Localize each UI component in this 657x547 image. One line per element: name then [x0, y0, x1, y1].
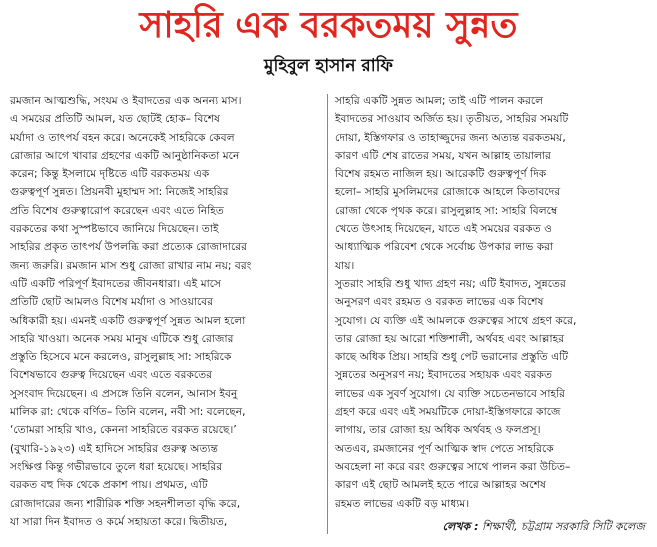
text-line: রোজার আগে খাবার গ্রহণের একটি আনুষ্ঠানিকতা মনে	[10, 148, 240, 162]
text-line: করেন; কিন্তু ইসলামে দৃষ্টিতে এটি বরকতময় এক	[10, 167, 210, 181]
text-line: ‘তোমরা সাহরি খাও, কেননা সাহরিতে বরকত রয়েছে।’	[10, 423, 237, 437]
text-line: অবহেলা না করে বরং গুরুত্বের সাথে পালন করা উচিত–	[335, 459, 571, 473]
text-line: সাহরি একটি সুন্নত আমল; তাই এটি পালন করলে	[335, 94, 544, 107]
text-line: সাহরির প্রকৃত তাৎপর্য উপলব্ধি করা প্রত্যেক রোজাদারের	[10, 240, 248, 254]
author-credit	[335, 518, 645, 536]
article-column-right	[335, 92, 645, 513]
text-line: যা সারা দিন ইবাদত ও কর্মে সহায়তা করে। দ্বিতীয়ত,	[10, 514, 228, 528]
text-line: সুযোগ। যে ব্যক্তি এই আমলকে গুরুত্বের সাথে গ্রহণ করে,	[335, 313, 577, 327]
text-line: গুরুত্বপূর্ণ সুন্নত। প্রিয়নবী মুহাম্মদ সা: নিজেই সাহরির	[10, 185, 229, 199]
text-line: (বুখারি-১৯২৩) এই হাদিসে সাহরির গুরুত্ব অত্যন্ত	[10, 441, 218, 455]
text-line: প্রতি বিশেষ গুরুত্বারোপ করেছেন এবং এতে নিহিত	[10, 203, 224, 217]
text-line: বিশেষভাবে গুরুত্ব দিয়েছেন এবং এতে বরকতের	[10, 368, 213, 382]
text-line: লাভের এক সুবর্ণ সুযোগ। যে ব্যক্তি সচেতনভাবে সাহরি	[335, 386, 566, 400]
article-column-left	[10, 92, 322, 531]
text-line: রোজা থেকে পৃথক করে। রাসুলুল্লাহ সা: সাহরি বিলম্বে	[335, 203, 558, 217]
text-line: যায়।	[335, 258, 355, 272]
text-line: সাহরি খাওয়া। অনেক সময় মানুষ এটিকে শুধু রোজার	[10, 331, 234, 345]
text-line: লাগায়, তার রোজা হয় অধিক অর্থবহ ও ফলপ্রসূ।	[335, 423, 541, 437]
article-byline: মুহিবুল হাসান রাফি	[264, 56, 393, 76]
text-line: সংক্ষিপ্ত কিন্তু গভীরভাবে তুলে ধরা হয়েছে। সাহরির	[10, 459, 223, 473]
author-affiliation: শিক্ষার্থী, চট্টগ্রাম সরকারি সিটি কলেজ	[481, 520, 645, 533]
author-label: লেখক :	[442, 520, 479, 533]
text-line: এ সময়ের প্রতিটি আমল, যত ছোটই হোক– বিশেষ	[10, 112, 220, 126]
text-line: রমজান আত্মশুদ্ধি, সংযম ও ইবাদতের এক অনন্য মাস।	[10, 94, 242, 107]
column-divider	[327, 94, 328, 534]
text-line: দোয়া, ইস্তিগফার ও তাহাজ্জুদের জন্য অত্যন্ত বরকতময়,	[335, 130, 566, 144]
text-line: কারণ এই ছোট আমলই হতে পারে আল্লাহর অশেষ	[335, 478, 546, 492]
text-line: জন্য জরুরি। রমজান মাস শুধু রোজা রাখার নাম নয়; বরং	[10, 258, 252, 272]
text-line: মর্যাদা ও তাৎপর্য বহন করে। অনেকেই সাহরিকে কেবল	[10, 130, 235, 144]
text-line: এটি একটি পরিপূর্ণ ইবাদতের জীবনধারা। এই মাসে	[10, 276, 222, 290]
text-line: হলো– সাহরি মুসলিমদের রোজাকে আহলে কিতাবদের	[335, 185, 561, 199]
text-line: মালিক রা: থেকে বর্ণিত– তিনি বলেন, নবী সা: বলেছেন,	[10, 405, 246, 419]
text-line: বরকতের কথা সুস্পষ্টভাবে জানিয়ে দিয়েছেন। তাই	[10, 222, 219, 236]
text-line: বরকত বহু দিক থেকে প্রকাশ পায়। প্রথমত, এটি	[10, 478, 208, 492]
text-line: অনুসরণ এবং রহমত ও বরকত লাভের এক বিশেষ	[335, 295, 544, 309]
article-headline: সাহরি এক বরকতময় সুন্নত	[139, 5, 518, 46]
text-line: কাছে অধিক প্রিয়। সাহরি শুধু পেট ভরানোর প্রস্তুতি এটি	[335, 350, 569, 364]
text-line: রোজাদারের জন্য শারীরিক শক্তি সহনশীলতা বৃদ্ধি করে,	[10, 496, 241, 510]
text-line: কারণ এটি শেষ রাতের সময়, যখন আল্লাহ তায়ালার	[335, 148, 551, 162]
text-line: অধিকারী হয়। এমনই একটি গুরুত্বপূর্ণ সুন্নত আমল হলো	[10, 313, 246, 327]
text-line: ইবাদতের সাওয়াব অর্জিত হয়। তৃতীয়ত, সাহরির সময়টি	[335, 112, 569, 126]
text-line: গ্রহণ করে এবং এই সময়টিকে দোয়া-ইস্তিগফারে কাজে	[335, 405, 561, 419]
text-line: বিশেষ রহমত নাজিল হয়। আরেকটি গুরুত্বপূর্ণ দিক	[335, 167, 547, 181]
text-line: প্রস্তুতি হিসেবে মনে করলেও, রাসুলুল্লাহ সা: সাহরিকে	[10, 350, 232, 364]
text-line: সুতরাং সাহরি শুধু খাদ্য গ্রহণ নয়; এটি ইবাদত, সুন্নতের	[335, 276, 566, 290]
text-line: অতএব, রমজানের পূর্ণ আত্মিক স্বাদ পেতে সাহরিকে	[335, 441, 554, 455]
text-line: খেতে উৎসাহ দিয়েছেন, যাতে এই সময়ের বরকত ও	[335, 222, 552, 236]
text-line: সুসংবাদ দিয়েছেন। এ প্রসঙ্গে তিনি বলেন, আনাস ইবনু	[10, 386, 238, 400]
text-line: প্রতিটি ছোট আমলও বিশেষ মর্যাদা ও সাওয়াবের	[10, 295, 214, 309]
left-column-body	[10, 92, 322, 531]
text-line: রহমত লাভের একটি বড় মাধ্যম।	[335, 496, 470, 510]
text-line: আধ্যাত্মিক পরিবেশ থেকে সর্বোচ্চ উপকার লাভ করা	[335, 240, 554, 254]
right-column-body	[335, 92, 645, 513]
text-line: সুন্নতের অনুসরণ নয়; ইবাদতের সহায়ক এবং বরকত	[335, 368, 553, 382]
text-line: তার রোজা হয় আরো শক্তিশালী, অর্থবহ এবং আল্লাহর	[335, 331, 565, 345]
